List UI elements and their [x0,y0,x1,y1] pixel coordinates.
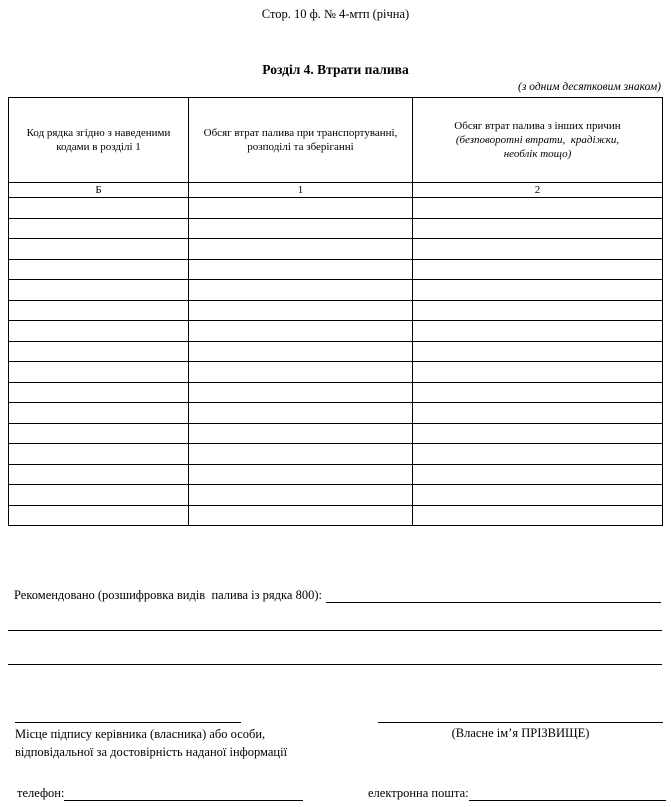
empty-cell [9,239,189,260]
empty-cell [189,218,413,239]
empty-cell [9,321,189,342]
empty-cell [9,362,189,383]
empty-cell [9,300,189,321]
empty-cell [413,341,663,362]
empty-cell [189,464,413,485]
empty-cell [189,444,413,465]
empty-cell [413,280,663,301]
empty-table-row [9,444,663,465]
empty-cell [189,198,413,219]
empty-cell [9,423,189,444]
empty-cell [413,505,663,526]
recommended-row [14,588,661,603]
empty-table-row [9,505,663,526]
col-header-other-losses-note: (безповоротні втрати, крадіжки, необлік тощо) [455,134,622,160]
section-title: Розділ 4. Втрати палива [262,62,409,77]
empty-cell [9,341,189,362]
continuation-blank-line-2 [8,664,662,665]
column-code-b: Б [9,183,189,198]
empty-cell [189,403,413,424]
empty-cell [413,444,663,465]
empty-cell [9,382,189,403]
empty-cell [189,382,413,403]
signature-line [15,722,241,723]
col-header-transport-losses: Обсяг втрат палива при транспортуванні, розподілі та зберіганні [189,98,413,183]
name-line [378,722,663,723]
empty-table-row [9,341,663,362]
empty-cell [9,259,189,280]
col-header-row-code: Код рядка згідно з наведеними кодами в розділі 1 [9,98,189,183]
empty-cell [413,464,663,485]
empty-cell [189,341,413,362]
empty-cell [9,505,189,526]
empty-cell [413,259,663,280]
precision-note: (з одним десятковим знаком) [518,81,661,93]
empty-cell [9,464,189,485]
empty-table-row [9,280,663,301]
empty-cell [413,321,663,342]
empty-cell [413,423,663,444]
email-blank-line [469,787,666,801]
empty-table-row [9,321,663,342]
continuation-blank-line-1 [8,630,662,631]
name-caption: (Власне ім’я ПРІЗВИЩЕ) [451,726,590,740]
phone-blank-line [64,787,303,801]
empty-cell [9,485,189,506]
empty-cell [189,300,413,321]
column-code-1: 1 [189,183,413,198]
empty-cell [189,485,413,506]
empty-cell [413,485,663,506]
empty-cell [9,198,189,219]
empty-cell [413,382,663,403]
empty-cell [189,423,413,444]
column-code-row [9,183,663,198]
empty-cell [9,218,189,239]
table-header-row [9,98,663,183]
col-header-other-losses [413,98,663,183]
signature-caption-line1: Місце підпису керівника (власника) або особи, [15,727,266,741]
empty-cell [189,239,413,260]
email-row [368,786,666,801]
empty-cell [9,403,189,424]
empty-cell [413,218,663,239]
empty-cell [413,239,663,260]
empty-table-row [9,423,663,444]
empty-cell [413,300,663,321]
empty-cell [189,321,413,342]
empty-table-row [9,218,663,239]
empty-table-row [9,382,663,403]
empty-table-row [9,239,663,260]
empty-table-row [9,259,663,280]
recommended-blank-line [326,589,661,603]
empty-table-row [9,362,663,383]
empty-cell [189,362,413,383]
empty-cell [413,362,663,383]
signature-caption-line2: відповідальної за достовірність наданої інформації [15,744,288,759]
phone-label: телефон: [17,786,65,800]
page-header: Стор. 10 ф. № 4-мтп (річна) [261,7,410,21]
col-header-other-losses-title: Обсяг втрат палива з інших причин [454,120,621,132]
empty-cell [189,259,413,280]
fuel-losses-table [8,97,663,526]
empty-table-row [9,464,663,485]
empty-table-row [9,198,663,219]
empty-table-row [9,300,663,321]
column-code-2: 2 [413,183,663,198]
empty-cell [9,444,189,465]
empty-table-row [9,485,663,506]
phone-row [17,786,303,801]
empty-cell [9,280,189,301]
empty-cell [189,505,413,526]
empty-table-row [9,403,663,424]
recommended-label: Рекомендовано (розшифровка видів палива із рядка 800): [14,588,322,602]
empty-cell [413,403,663,424]
email-label: електронна пошта: [368,786,469,800]
signature-caption [15,726,335,761]
empty-cell [413,198,663,219]
empty-cell [189,280,413,301]
